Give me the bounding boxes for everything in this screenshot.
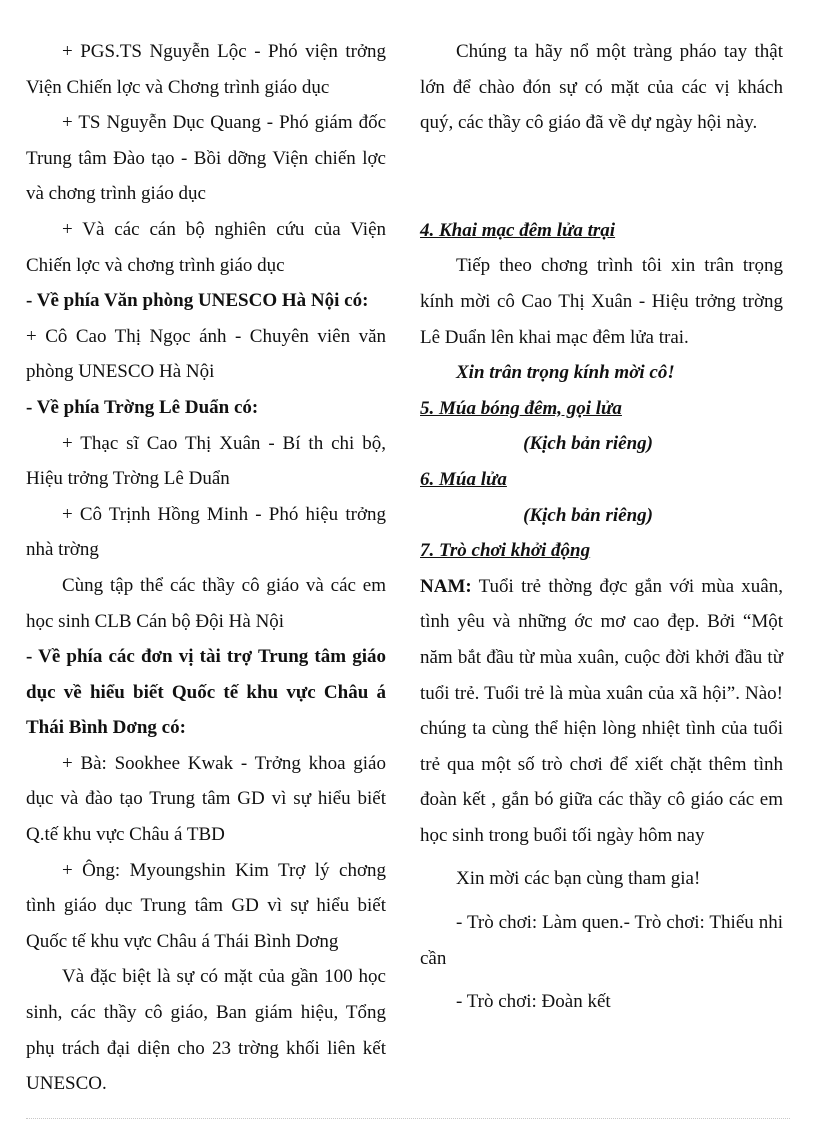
spacer: [420, 141, 783, 213]
script-note-1: (Kịch bản riêng): [523, 433, 653, 455]
guest-sookhee-kwak: + Bà: Sookhee Kwak - Trởng khoa giáo dục và đào tạo Trung tâm GD vì sự hiểu biết Q.tế khu vực Châu á TBD: [26, 752, 386, 846]
heading-school: - Về phía Trờng Lê Duẩn có:: [26, 396, 259, 418]
guest-cao-thi-xuan: + Thạc sĩ Cao Thị Xuân - Bí th chi bộ, Hiệu trởng Trờng Lê Duẩn: [26, 432, 386, 490]
left-column: [26, 34, 386, 1102]
right-column: [420, 34, 783, 1020]
section-4-heading: 4. Khai mạc đêm lửa trại: [420, 219, 616, 241]
applause-paragraph: Chúng ta hãy nổ một tràng pháo tay thật lớn để chào đón sự có mặt của các vị khách quý, các thầy cô giáo đã về dự ngày hội này.: [420, 41, 783, 134]
section-7-heading: 7. Trò chơi khởi động: [420, 540, 591, 562]
nam-text: Tuổi trẻ thờng đợc gắn với mùa xuân, tình yêu và những ớc mơ cao đẹp. Bởi “Một năm bắt đầu từ mùa xuân, cuộc đời khởi đầu từ tuổi trẻ. Tuổi trẻ là mùa xuân của xã hội”. Nào! chúng ta cùng thể hiện lòng nhiệt tình của tuổi trẻ qua một số trò chơi để xiết chặt thêm tình đoàn kết , gắn bó giữa các thầy cô giáo các em học sinh trong buổi tối ngày hôm nay: [420, 575, 783, 846]
game-list-1: - Trò chơi: Làm quen.- Trò chơi: Thiếu nhi cần: [420, 912, 783, 969]
script-note-2: (Kịch bản riêng): [523, 504, 653, 526]
join-invitation: Xin mời các bạn cùng tham gia!: [456, 868, 701, 890]
closing-paragraph: Và đặc biệt là sự có mặt của gần 100 học sinh, các thầy cô giáo, Ban giám hiệu, Tổng phụ trách đại diện cho 23 trờng khối liên kết UNESCO.: [26, 966, 386, 1095]
heading-unesco: - Về phía Văn phòng UNESCO Hà Nội có:: [26, 290, 369, 312]
bottom-divider: [26, 1118, 790, 1119]
heading-sponsor: - Về phía các đơn vị tài trợ Trung tâm giáo dục về hiểu biết Quốc tế khu vực Châu á Thái Bình Dơng có:: [26, 646, 386, 739]
guest-trinh-hong-minh: + Cô Trịnh Hồng Minh - Phó hiệu trởng nhà trờng: [26, 503, 386, 561]
section-5-heading: 5. Múa bóng đêm, gọi lửa: [420, 397, 622, 419]
game-list-2: - Trò chơi: Đoàn kết: [456, 991, 611, 1013]
guest-cao-thi-ngoc-anh: + Cô Cao Thị Ngọc ánh - Chuyên viên văn phòng UNESCO Hà Nội: [26, 325, 386, 383]
guest-nguyen-loc: + PGS.TS Nguyễn Lộc - Phó viện trởng Viện Chiến lợc và Chơng trình giáo dục: [26, 41, 386, 98]
guest-myoungshin-kim: + Ông: Myoungshin Kim Trợ lý chơng tình giáo dục Trung tâm GD vì sự hiểu biết Quốc tế khu vực Châu á Thái Bình Dơng: [26, 859, 386, 952]
guest-teachers-students: Cùng tập thể các thầy cô giáo và các em học sinh CLB Cán bộ Đội Hà Nội: [26, 574, 386, 632]
guest-nguyen-duc-quang: + TS Nguyễn Dục Quang - Phó giám đốc Trung tâm Đào tạo - Bồi dỡng Viện chiến lợc và chơng trình giáo dục: [26, 112, 386, 205]
section-6-heading: 6. Múa lửa: [420, 468, 507, 490]
speaker-label: NAM:: [420, 575, 472, 597]
invitation-line: Xin trân trọng kính mời cô!: [456, 362, 675, 384]
nam-paragraph: [420, 569, 783, 854]
guest-researchers: + Và các cán bộ nghiên cứu của Viện Chiến lợc và chơng trình giáo dục: [26, 218, 386, 276]
opening-invitation: Tiếp theo chơng trình tôi xin trân trọng kính mời cô Cao Thị Xuân - Hiệu trởng trờng Lê Duẩn lên khai mạc đêm lửa trai.: [420, 255, 783, 348]
